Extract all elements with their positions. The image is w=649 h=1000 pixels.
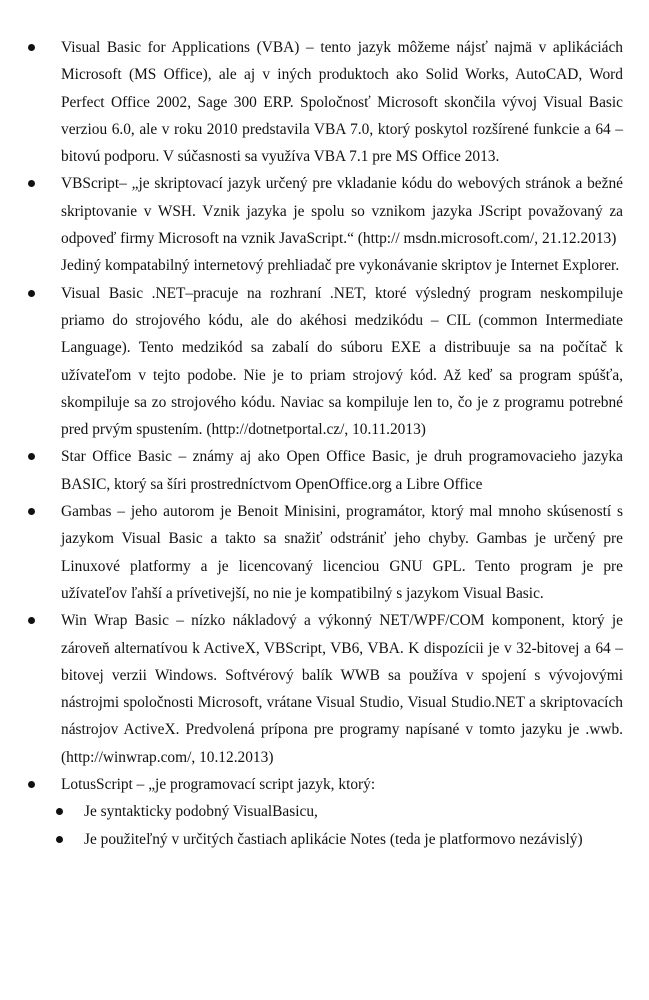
bullet-icon [28,453,35,460]
list-item-star-office-basic [0,443,623,498]
sub-list-item [0,826,623,853]
list-item-text: VBScript– „je skriptovací jazyk určený pre vkladanie kódu do webových stránok a bežné skriptovanie v WSH. Vznik jazyka je spolu so vznikom jazyka JScript považovaný za odpoveď firmy Microsoft na vznik JavaScript.“ (http:// msdn.microsoft.com/, 21.12.2013) [61,175,623,248]
bullet-icon [28,781,35,788]
bullet-icon [28,290,35,297]
bullet-icon [28,617,35,624]
list-item-text: Visual Basic .NET–pracuje na rozhraní .NET, ktoré výsledný program neskompiluje priamo do strojového kódu, ale do akéhosi medzikódu – CIL (common Intermediate Language). Tento medzikód sa zabalí do súboru EXE a distribuuje sa na počítač k užívateľom v tejto podobe. Nie je to priam strojový kód. Až keď sa program spúšťa, skompiluje sa zo strojového kódu. Naviac sa kompiluje len to, čo je z programu potrebné pred prvým spustením. (http://dotnetportal.cz/, 10.11.2013) [61,284,623,439]
list-item-text: Visual Basic for Applications (VBA) – tento jazyk môžeme nájsť najmä v aplikáciách Microsoft (MS Office), ale aj v iných produktoch ako Solid Works, AutoCAD, Word Perfect Office 2002, Sage 300 ERP. Spoločnosť Microsoft skončila vývoj Visual Basic verziou 6.0, ale v roku 2010 predstavila VBA 7.0, ktorý poskytol rozšírené funkcie a 64 – bitovú podporu. V súčasnosti sa využíva VBA 7.1 pre MS Office 2013. [61,39,623,166]
bullet-icon [56,808,63,815]
sub-bullet-list [61,798,623,853]
bullet-icon [28,44,35,51]
list-item-win-wrap-basic [0,607,623,771]
list-item-text: Win Wrap Basic – nízko nákladový a výkonný NET/WPF/COM komponent, ktorý je zároveň alternatívou k ActiveX, VBScript, VB6, VBA. K dispozícii je v 32-bitovej a 64 – bitovej verzii Windows. Softvérový balík WWB sa používa v spojení s vývojovými nástrojmi spoločnosti Microsoft, vrátane Visual Studio, Visual Studio.NET a skriptovacích nástrojov ActiveX. Predvolená prípona pre programy napísané v tomto jazyku je .wwb. (http://winwrap.com/, 10.12.2013) [61,612,623,766]
list-item-gambas [0,498,623,607]
bullet-icon [28,508,35,515]
list-item-note: Jediný kompatabilný internetový prehliadač pre vykonávanie skriptov je Internet Explorer. [61,257,620,275]
list-item-text: Star Office Basic – známy aj ako Open Office Basic, je druh programovacieho jazyka BASIC, ktorý sa šíri prostredníctvom OpenOffice.org a Libre Office [61,448,623,493]
list-item-lotusscript [0,771,623,853]
sub-list-item-text: Je syntakticky podobný VisualBasicu, [84,803,318,821]
bullet-icon [28,180,35,187]
list-item-vba [0,34,623,170]
sub-list-item-text: Je použiteľný v určitých častiach aplikácie Notes (teda je platformovo nezávislý) [84,830,583,848]
list-item-vbnet [0,280,623,444]
list-item-vbscript [0,170,623,279]
list-item-text: LotusScript – „je programovací script jazyk, ktorý: [61,776,376,794]
bullet-list [0,34,623,853]
sub-list-item [0,798,623,825]
bullet-icon [56,836,63,843]
list-item-text: Gambas – jeho autorom je Benoit Minisini, programátor, ktorý mal mnoho skúseností s jazykom Visual Basic a takto sa snažiť odstrániť jeho chyby. Gambas je určený pre Linuxové platformy a je licencovaný licenciou GNU GPL. Tento program je pre užívateľov ľahší a prívetivejší, no nie je kompatibilný s jazykom Visual Basic. [61,503,623,602]
